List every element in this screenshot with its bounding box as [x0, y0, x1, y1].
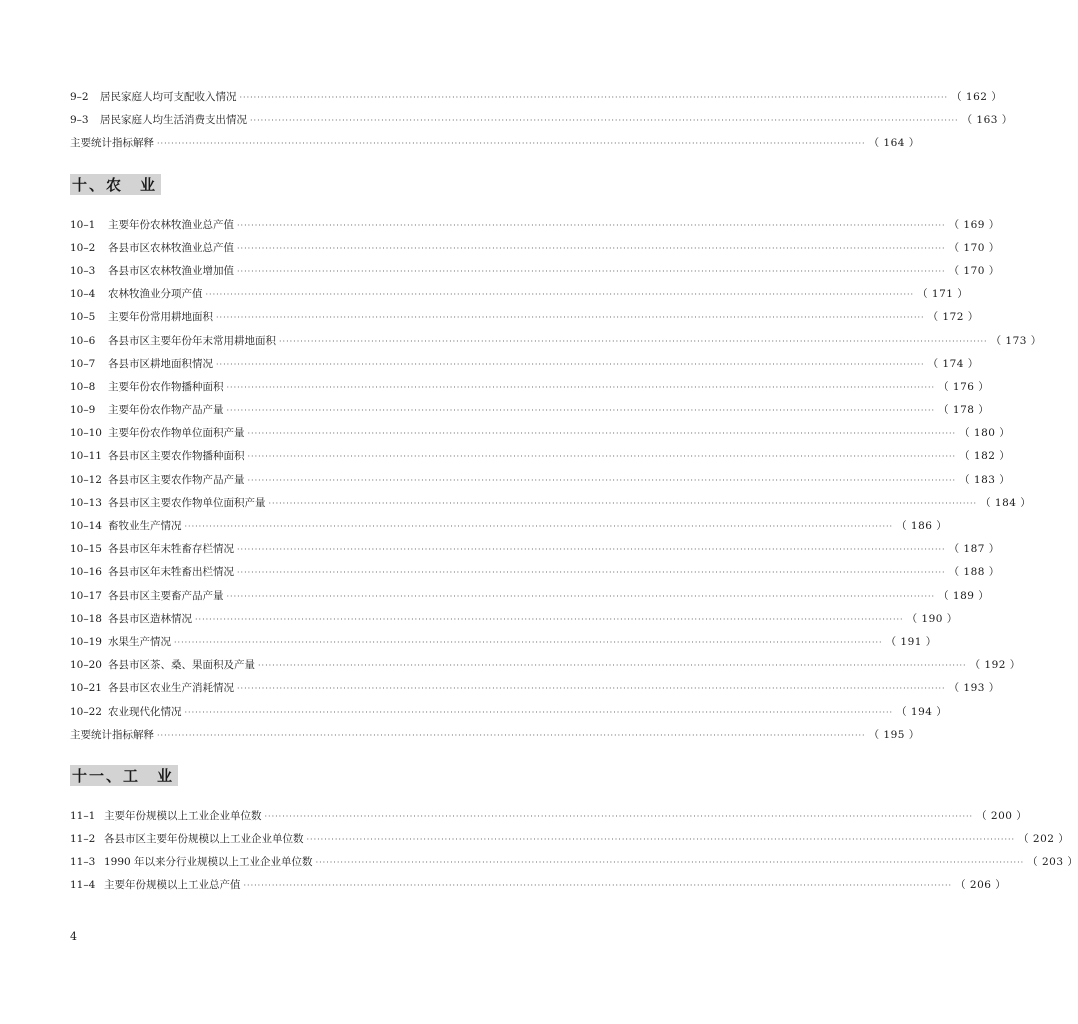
dot-leader: ········································································································································································································: [258, 661, 967, 671]
dot-leader: ········································································································································································································: [195, 614, 904, 624]
entry-number: 10–14: [70, 520, 102, 532]
entry-page: （ 180 ）: [959, 427, 1011, 440]
entry-page: （ 162 ）: [951, 91, 1003, 103]
entry-title: 农林牧渔业分项产值: [108, 288, 203, 301]
entry-number: 10–18: [70, 612, 102, 625]
section-heading-agriculture[interactable]: 十、农 业: [70, 174, 161, 195]
entry-title: 各县市区农林牧渔业增加值: [108, 264, 234, 277]
entry-page: （ 184 ）: [980, 496, 1032, 509]
entry-title: 各县市区主要农作物单位面积产量: [108, 496, 266, 509]
entry-page: （ 194 ）: [896, 705, 948, 718]
entry-number: 10–8: [70, 380, 96, 393]
dot-leader: ········································································································································································································: [237, 568, 946, 578]
entry-title: 各县市区造林情况: [108, 612, 192, 625]
entry-number: 10–17: [70, 589, 102, 602]
toc-entry[interactable]: [70, 109, 1013, 132]
entry-title: 居民家庭人均生活消费支出情况: [100, 114, 247, 127]
toc-entry-notes[interactable]: [70, 724, 920, 747]
entry-page: （ 186 ）: [896, 520, 948, 532]
toc-entry[interactable]: [70, 306, 979, 329]
dot-leader: ········································································································································································································: [239, 93, 949, 102]
dot-leader: ········································································································································································································: [226, 591, 936, 601]
dot-leader: ········································································································································································································: [184, 707, 894, 717]
toc-entry[interactable]: [70, 422, 1011, 445]
dot-leader: ········································································································································································································: [157, 139, 866, 149]
entry-number: 10–12: [70, 473, 102, 486]
entry-title: 畜牧业生产情况: [108, 520, 182, 532]
toc-group-9: [70, 86, 1013, 156]
entry-page: （ 188 ）: [948, 566, 1000, 579]
entry-title: 主要年份规模以上工业企业单位数: [104, 809, 262, 822]
entry-page: （ 192 ）: [969, 659, 1021, 672]
entry-page: （ 164 ）: [868, 137, 920, 150]
entry-page: （ 178 ）: [938, 404, 990, 417]
entry-number: 10–1: [70, 218, 96, 231]
section-heading-wrap: [70, 156, 666, 214]
entry-page: （ 183 ）: [959, 473, 1011, 486]
toc-entry[interactable]: [70, 492, 1032, 515]
dot-leader: ········································································································································································································: [226, 382, 936, 392]
toc-entry[interactable]: [70, 561, 1000, 584]
entry-title: 各县市区年末牲畜出栏情况: [108, 566, 234, 579]
entry-number: 10–3: [70, 264, 96, 277]
dot-leader: ········································································································································································································: [237, 243, 946, 253]
dot-leader: ········································································································································································································: [184, 522, 894, 531]
entry-number: 10–11: [70, 450, 102, 463]
entry-number: 9–3: [70, 114, 89, 127]
toc-entry[interactable]: [70, 585, 990, 608]
entry-title: 主要统计指标解释: [70, 728, 154, 741]
toc-entry[interactable]: [70, 260, 1000, 283]
entry-number: 10–9: [70, 404, 96, 417]
entry-page: （ 170 ）: [948, 264, 1000, 277]
entry-number: 10–4: [70, 288, 96, 301]
entry-title: 各县市区主要农作物播种面积: [108, 450, 245, 463]
section-heading-wrap: [70, 747, 666, 805]
toc-entry[interactable]: [70, 237, 1000, 260]
page-number: 4: [70, 930, 77, 943]
toc-entry[interactable]: [70, 515, 948, 538]
dot-leader: ········································································································································································································: [174, 637, 883, 647]
toc-entry[interactable]: [70, 445, 1011, 468]
toc-entry[interactable]: [70, 654, 1021, 677]
toc-entry[interactable]: [70, 330, 1042, 353]
entry-page: （ 173 ）: [990, 334, 1042, 347]
entry-page: （ 206 ）: [955, 879, 1007, 892]
entry-number: 10–19: [70, 635, 102, 648]
entry-title: 主要年份农作物播种面积: [108, 380, 224, 393]
entry-page: （ 190 ）: [906, 612, 958, 625]
entry-title: 水果生产情况: [108, 635, 171, 648]
entry-title: 主要年份农作物产品产量: [108, 404, 224, 417]
entry-page: （ 191 ）: [885, 635, 937, 648]
dot-leader: ········································································································································································································: [226, 406, 936, 416]
entry-title: 各县市区主要年份年末常用耕地面积: [108, 334, 276, 347]
entry-number: 10–21: [70, 682, 102, 695]
entry-page: （ 171 ）: [917, 288, 969, 301]
dot-leader: ········································································································································································································: [237, 684, 946, 694]
entry-number: 11–4: [70, 879, 96, 892]
toc-entry-notes[interactable]: [70, 132, 920, 155]
dot-leader: ········································································································································································································: [268, 498, 978, 508]
dot-leader: ········································································································································································································: [264, 811, 974, 821]
entry-number: 11–2: [70, 833, 96, 846]
entry-number: 10–6: [70, 334, 96, 347]
entry-title: 主要年份农作物单位面积产量: [108, 427, 245, 440]
entry-number: 10–13: [70, 496, 102, 509]
dot-leader: ········································································································································································································: [216, 313, 925, 323]
toc-page: [70, 86, 1078, 898]
entry-page: （ 203 ）: [1027, 856, 1078, 869]
entry-page: （ 169 ）: [948, 218, 1000, 231]
entry-number: 10–5: [70, 311, 96, 324]
entry-page: （ 189 ）: [938, 589, 990, 602]
entry-title: 主要年份农林牧渔业总产值: [108, 218, 234, 231]
entry-number: 10–22: [70, 705, 102, 718]
entry-title: 农业现代化情况: [108, 705, 182, 718]
dot-leader: ········································································································································································································: [243, 881, 953, 891]
toc-entry[interactable]: [70, 353, 979, 376]
entry-title: 各县市区年末牲畜存栏情况: [108, 543, 234, 556]
toc-entry[interactable]: [70, 677, 1000, 700]
toc-entry[interactable]: [70, 608, 958, 631]
dot-leader: ········································································································································································································: [247, 429, 957, 439]
dot-leader: ········································································································································································································: [157, 730, 866, 740]
dot-leader: ········································································································································································································: [237, 266, 946, 276]
entry-page: （ 172 ）: [927, 311, 979, 324]
toc-group-10: [70, 214, 1042, 724]
dot-leader: ········································································································································································································: [315, 858, 1025, 868]
entry-title: 各县市区农林牧渔业总产值: [108, 241, 234, 254]
entry-title: 各县市区农业生产消耗情况: [108, 682, 234, 695]
section-heading-industry[interactable]: 十一、工 业: [70, 765, 178, 786]
toc-entry[interactable]: [70, 874, 1007, 897]
entry-title: 主要年份常用耕地面积: [108, 311, 213, 324]
entry-page: （ 176 ）: [938, 380, 990, 393]
dot-leader: ········································································································································································································: [250, 116, 959, 126]
dot-leader: ········································································································································································································: [216, 359, 925, 369]
dot-leader: ········································································································································································································: [237, 220, 946, 230]
entry-number: 10–7: [70, 357, 96, 370]
toc-entry[interactable]: [70, 283, 969, 306]
toc-group-11: [70, 805, 1078, 898]
entry-title: 各县市区主要年份规模以上工业企业单位数: [104, 833, 304, 846]
entry-number: 10–10: [70, 427, 102, 440]
dot-leader: ········································································································································································································: [306, 835, 1016, 845]
entry-title: 主要统计指标解释: [70, 137, 154, 150]
entry-number: 10–2: [70, 241, 96, 254]
entry-page: （ 200 ）: [976, 809, 1028, 822]
toc-entry[interactable]: [70, 214, 1000, 237]
entry-title: 1990 年以来分行业规模以上工业企业单位数: [104, 856, 313, 869]
entry-title: 各县市区主要农作物产品产量: [108, 473, 245, 486]
entry-title: 主要年份规模以上工业总产值: [104, 879, 241, 892]
toc-entry[interactable]: [70, 631, 937, 654]
entry-page: （ 193 ）: [948, 682, 1000, 695]
toc-entry[interactable]: [70, 828, 1070, 851]
entry-page: （ 163 ）: [961, 114, 1013, 127]
entry-page: （ 174 ）: [927, 357, 979, 370]
entry-page: （ 195 ）: [868, 728, 920, 741]
entry-number: 10–20: [70, 659, 102, 672]
toc-entry[interactable]: [70, 805, 1028, 828]
entry-page: （ 182 ）: [959, 450, 1011, 463]
toc-entry[interactable]: [70, 469, 1011, 492]
dot-leader: ········································································································································································································: [247, 475, 957, 485]
entry-title: 居民家庭人均可支配收入情况: [100, 91, 237, 103]
entry-page: （ 187 ）: [948, 543, 1000, 556]
entry-number: 10–16: [70, 566, 102, 579]
toc-entry[interactable]: [70, 399, 990, 422]
toc-entry[interactable]: [70, 86, 1003, 109]
entry-title: 各县市区耕地面积情况: [108, 357, 213, 370]
entry-number: 11–3: [70, 856, 96, 869]
entry-number: 9–2: [70, 91, 89, 103]
dot-leader: ········································································································································································································: [205, 290, 915, 300]
toc-entry[interactable]: [70, 701, 948, 724]
dot-leader: ········································································································································································································: [237, 545, 946, 555]
entry-title: 各县市区茶、桑、果面积及产量: [108, 659, 255, 672]
toc-entry[interactable]: [70, 851, 1078, 874]
entry-number: 10–15: [70, 543, 102, 556]
dot-leader: ········································································································································································································: [279, 336, 988, 346]
toc-entry[interactable]: [70, 538, 1000, 561]
entry-number: 11–1: [70, 809, 96, 822]
entry-page: （ 170 ）: [948, 241, 1000, 254]
entry-title: 各县市区主要畜产品产量: [108, 589, 224, 602]
toc-entry[interactable]: [70, 376, 990, 399]
dot-leader: ········································································································································································································: [247, 452, 957, 462]
entry-page: （ 202 ）: [1018, 833, 1070, 846]
